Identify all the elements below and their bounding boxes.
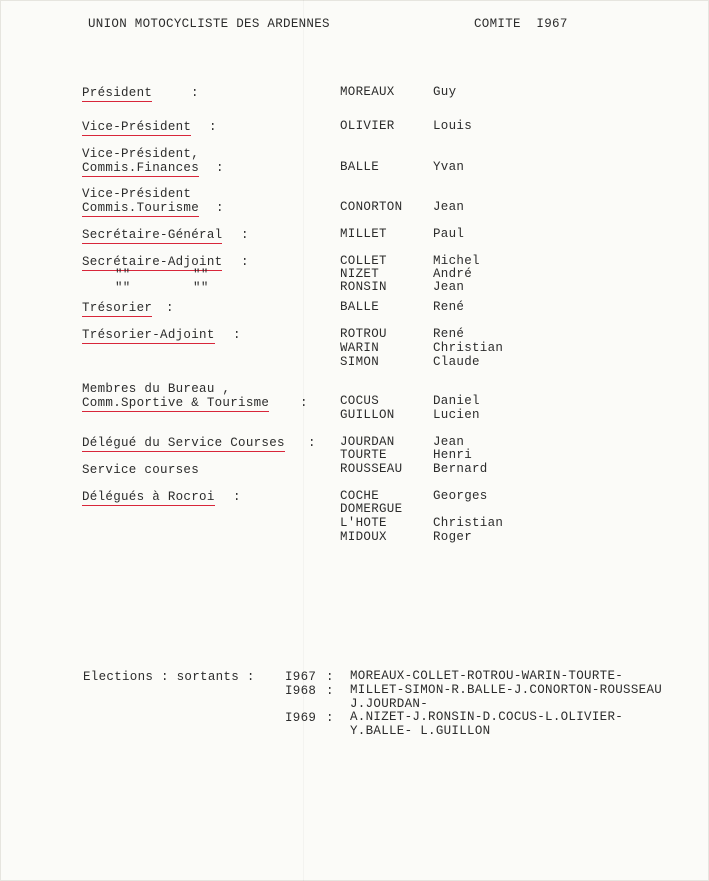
member-surname: GUILLON [340,408,395,422]
role-label-line: Vice-Président [82,187,192,201]
member-surname: ROUSSEAU [340,462,403,476]
member-firstname: Daniel [433,394,480,408]
role-separator: : [216,201,224,215]
member-surname: ROTROU [340,327,387,341]
role-label: Commis.Finances [82,161,200,175]
role-separator: : [300,396,308,410]
member-surname: SIMON [340,355,380,369]
member-surname: MILLET [340,227,387,241]
role-label: Délégués à Rocroi [82,490,215,504]
member-firstname: Louis [433,119,473,133]
role-label: Trésorier-Adjoint [82,328,215,342]
member-surname: L'HOTE [340,516,387,530]
member-firstname: Henri [433,448,473,462]
role-separator: : [209,120,217,134]
role-separator: : [233,328,241,342]
election-line: MILLET-SIMON-R.BALLE-J.CONORTON-ROUSSEAU [350,683,663,697]
ditto-marks: "" "" [115,268,209,282]
member-surname: OLIVIER [340,119,395,133]
member-firstname: Bernard [433,462,488,476]
member-surname: MIDOUX [340,530,387,544]
role-separator: : [191,86,199,100]
election-separator: : [326,711,334,725]
role-separator: : [216,161,224,175]
member-firstname: René [433,327,465,341]
role-label: Commis.Tourisme [82,201,200,215]
member-firstname: André [433,267,473,281]
role-label-line: Service courses [82,463,200,477]
member-firstname: Lucien [433,408,480,422]
role-label: Secrétaire-Général [82,228,223,242]
role-separator: : [241,255,249,269]
member-firstname: Guy [433,85,457,99]
election-line: A.NIZET-J.RONSIN-D.COCUS-L.OLIVIER- [350,710,624,724]
member-surname: MOREAUX [340,85,395,99]
page-fold [303,0,304,881]
role-separator: : [166,301,174,315]
role-label-line: Vice-Président, [82,147,200,161]
member-surname: DOMERGUE [340,502,403,516]
election-line: Y.BALLE- L.GUILLON [350,724,491,738]
member-surname: BALLE [340,300,380,314]
role-label: Vice-Président [82,120,192,134]
member-firstname: Roger [433,530,473,544]
organization-title: UNION MOTOCYCLISTE DES ARDENNES [88,17,330,31]
role-separator: : [308,436,316,450]
member-firstname: Jean [433,200,465,214]
member-surname: NIZET [340,267,380,281]
member-firstname: Christian [433,516,504,530]
election-year: I968 [285,684,317,698]
committee-year: COMITE I967 [474,17,568,31]
role-label: Président [82,86,153,100]
member-firstname: Yvan [433,160,465,174]
elections-label: Elections : sortants : [83,670,255,684]
member-surname: BALLE [340,160,380,174]
election-separator: : [326,670,334,684]
member-firstname: Christian [433,341,504,355]
role-label: Trésorier [82,301,153,315]
role-label: Délégué du Service Courses [82,436,285,450]
member-surname: TOURTE [340,448,387,462]
election-year: I967 [285,670,317,684]
member-surname: COCHE [340,489,380,503]
election-line: J.JOURDAN- [350,697,429,711]
role-label-line: Membres du Bureau , [82,382,231,396]
election-year: I969 [285,711,317,725]
member-surname: COLLET [340,254,387,268]
member-firstname: René [433,300,465,314]
member-firstname: Claude [433,355,480,369]
member-surname: COCUS [340,394,380,408]
role-label: Secrétaire-Adjoint [82,255,223,269]
election-separator: : [326,684,334,698]
ditto-marks: "" "" [115,281,209,295]
member-firstname: Jean [433,280,465,294]
role-separator: : [233,490,241,504]
member-surname: CONORTON [340,200,403,214]
member-surname: JOURDAN [340,435,395,449]
role-label: Comm.Sportive & Tourisme [82,396,270,410]
member-firstname: Jean [433,435,465,449]
member-firstname: Michel [433,254,480,268]
member-firstname: Georges [433,489,488,503]
role-separator: : [241,228,249,242]
member-surname: WARIN [340,341,380,355]
member-firstname: Paul [433,227,465,241]
member-surname: RONSIN [340,280,387,294]
election-line: MOREAUX-COLLET-ROTROU-WARIN-TOURTE- [350,669,624,683]
